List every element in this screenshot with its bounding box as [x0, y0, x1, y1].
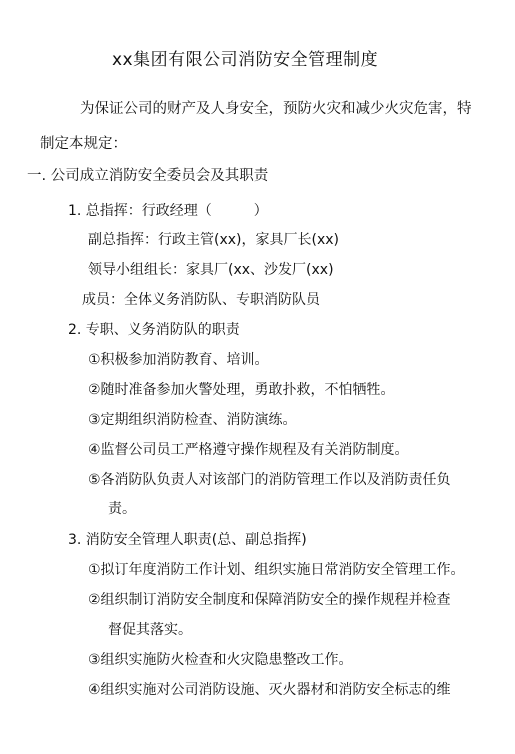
item-2-duty-5-continued: 责。	[108, 501, 136, 517]
item-3-duty-2: ②组织制订消防安全制度和保障消防安全的操作规程并检查	[88, 592, 451, 608]
item-3-duty-1: ①拟订年度消防工作计划、组织实施日常消防安全管理工作。	[88, 562, 465, 578]
intro-paragraph-line-2: 制定本规定：	[40, 136, 127, 152]
item-2-duty-1: ①积极参加消防教育、培训。	[88, 352, 269, 368]
item-2-duty-5: ⑤各消防队负责人对该部门的消防管理工作以及消防责任负	[88, 472, 451, 488]
item-3-duty-4: ④组织实施对公司消防设施、灭火器材和消防安全标志的维	[88, 682, 451, 698]
item-1-commander: 1. 总指挥：行政经理（ ）	[68, 203, 268, 219]
item-1-members: 成员：全体义务消防队、专职消防队员	[82, 292, 320, 308]
item-3-duty-3: ③组织实施防火检查和火灾隐患整改工作。	[88, 652, 353, 668]
document-title: xx集团有限公司消防安全管理制度	[112, 50, 379, 70]
item-2-duty-3: ③定期组织消防检查、消防演练。	[88, 412, 297, 428]
item-1-team-leader: 领导小组组长：家具厂(xx、沙发厂(xx)	[88, 262, 334, 278]
section-1-heading: 一. 公司成立消防安全委员会及其职责	[27, 168, 269, 184]
item-2-duty-4: ④监督公司员工严格遵守操作规程及有关消防制度。	[88, 442, 409, 458]
item-3-duty-2-continued: 督促其落实。	[108, 622, 192, 638]
item-1-deputy-commander: 副总指挥：行政主管(xx)，家具厂长(xx)	[88, 232, 339, 248]
intro-paragraph-line-1: 为保证公司的财产及人身安全，预防火灾和减少火灾危害，特	[80, 101, 472, 117]
item-3-heading: 3. 消防安全管理人职责(总、副总指挥)	[68, 532, 307, 548]
item-2-duty-2: ②随时准备参加火警处理，勇敢扑救，不怕牺牲。	[88, 382, 395, 398]
item-2-heading: 2. 专职、义务消防队的职责	[68, 322, 240, 338]
